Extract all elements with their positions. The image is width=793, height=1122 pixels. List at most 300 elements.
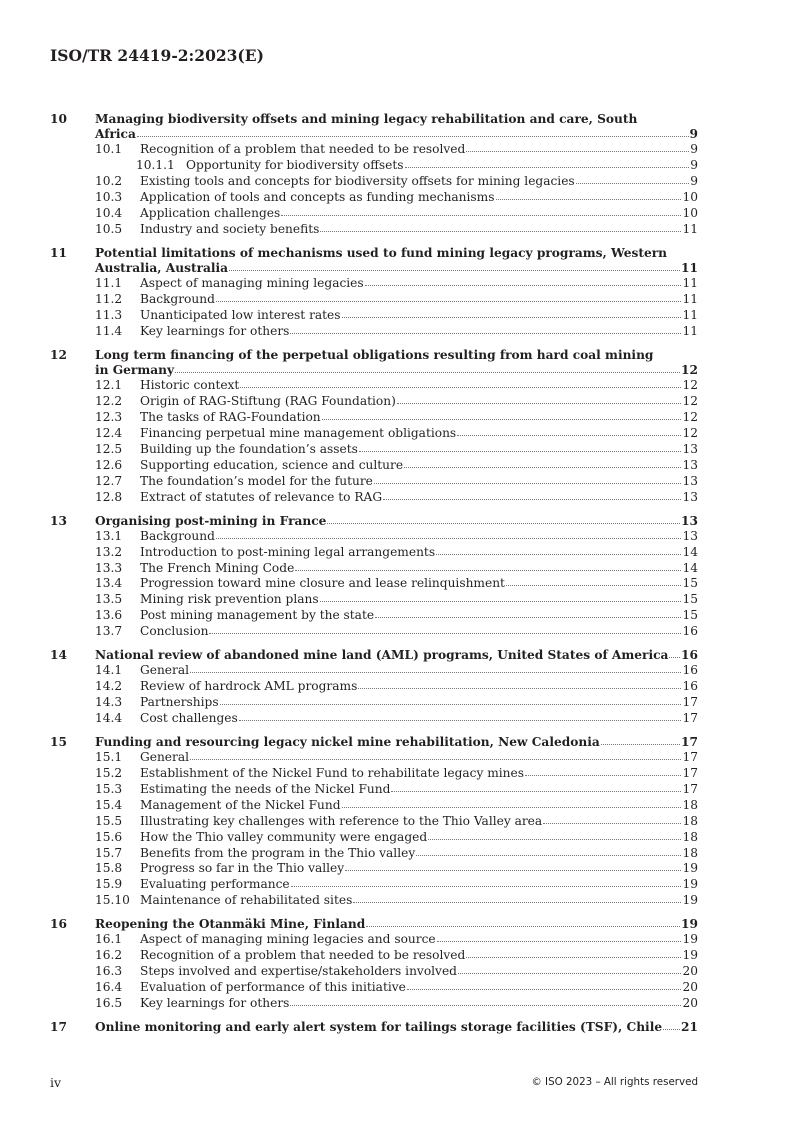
toc-subclause-title[interactable]: General — [140, 750, 189, 765]
toc-subclause-number: 16.1 — [95, 932, 123, 947]
toc-clause-number: 10 — [50, 112, 67, 126]
toc-subclause-title[interactable]: Mining risk prevention plans — [140, 592, 319, 607]
toc-subclause-number: 12.4 — [95, 426, 123, 440]
toc-clause-page-number[interactable]: 11 — [681, 261, 698, 276]
toc-subclause-number: 13.1 — [95, 528, 123, 543]
toc-subclause-number: 13.3 — [95, 560, 123, 575]
toc-subclause-number: 13.7 — [95, 624, 123, 639]
dot-leader — [353, 902, 681, 903]
toc-subclause-number: 16.2 — [95, 948, 123, 963]
toc-subclause-number: 13.2 — [95, 544, 123, 559]
toc-subclause-line — [140, 206, 698, 222]
toc-subclause-page-number[interactable]: 9 — [690, 142, 698, 157]
document-id: ISO/TR 24419-2:2023(E) — [50, 46, 264, 65]
toc-subclause-line — [140, 711, 698, 727]
dot-leader — [576, 183, 690, 184]
toc-subclause[interactable] — [50, 426, 698, 442]
dot-leader — [322, 419, 682, 420]
toc-subclause[interactable] — [50, 378, 698, 394]
toc-subclause[interactable] — [50, 190, 698, 206]
toc-subclause[interactable] — [50, 474, 698, 490]
toc-subclause-title[interactable]: Historic context — [140, 378, 240, 393]
toc-clause-line — [95, 127, 698, 142]
toc-subclause-line — [140, 394, 698, 410]
toc-subclause-page-number[interactable]: 13 — [682, 457, 698, 472]
dot-leader — [391, 791, 681, 792]
toc-subclause[interactable] — [50, 490, 698, 506]
dot-leader — [428, 839, 681, 840]
toc-subclause-title[interactable]: Estimating the needs of the Nickel Fund — [140, 781, 391, 796]
page-number: iv — [50, 1075, 62, 1090]
toc-clause-number: 11 — [50, 245, 67, 260]
toc-subclause-title[interactable]: Unanticipated low interest rates — [140, 308, 341, 323]
toc-clause-title-block — [95, 917, 698, 932]
dot-leader — [397, 403, 682, 404]
toc-subclause[interactable] — [50, 766, 698, 782]
toc-subclause-title[interactable]: Illustrating key challenges with reference to the Thio Valley area — [140, 813, 543, 828]
toc-subclause-title[interactable]: Building up the foundation’s assets — [140, 441, 358, 456]
toc-clause-line — [95, 1020, 698, 1035]
toc-subclause-line — [140, 529, 698, 545]
toc-subclause[interactable] — [50, 893, 698, 909]
toc-subclause-line — [140, 190, 698, 206]
toc-subclause-page-number[interactable]: 9 — [690, 158, 698, 173]
toc-subclause-page-number[interactable]: 19 — [682, 877, 698, 892]
toc-clause-number: 16 — [50, 917, 67, 932]
toc-subclause-number: 15.8 — [95, 861, 123, 876]
toc-subclause-title[interactable]: Recognition of a problem that needed to be resolved — [140, 142, 466, 157]
toc-clause-page-number[interactable]: 19 — [681, 917, 698, 932]
toc-subclause[interactable] — [50, 561, 698, 577]
toc-subclause[interactable] — [50, 877, 698, 893]
toc-subclause-line — [140, 964, 698, 980]
toc-subclause-line — [140, 174, 698, 190]
toc-subclause-number: 15.4 — [95, 797, 123, 812]
toc-clause-16 — [50, 917, 698, 1012]
dot-leader — [437, 941, 682, 942]
toc-subclause-line — [140, 608, 698, 624]
toc-subclause-title[interactable]: Steps involved and expertise/stakeholders involved — [140, 964, 457, 979]
toc-subclause-number: 16.4 — [95, 980, 123, 995]
dot-leader — [436, 554, 681, 555]
toc-subclause-title[interactable]: The French Mining Code — [140, 560, 295, 575]
toc-clause-heading[interactable] — [50, 917, 698, 932]
toc-subclause-title[interactable]: Background — [140, 292, 215, 307]
toc-subclause-title[interactable]: Evaluating performance — [140, 877, 290, 892]
toc-clause-17 — [50, 1020, 698, 1035]
dot-leader — [345, 870, 681, 871]
toc-subclause-page-number[interactable]: 18 — [682, 813, 698, 828]
toc-subclause-number: 15.3 — [95, 781, 123, 796]
toc-subclause-page-number[interactable]: 11 — [682, 276, 698, 291]
toc-subclause-number: 15.1 — [95, 750, 123, 765]
toc-subclause-line — [140, 980, 698, 996]
toc-subclause-line — [140, 766, 698, 782]
toc-clause-number: 12 — [50, 347, 67, 362]
toc-clause-number: 15 — [50, 734, 67, 749]
toc-subclause-page-number[interactable]: 11 — [682, 221, 698, 236]
toc-clause-title[interactable]: Online monitoring and early alert system for tailings storage facilities (TSF), Chile — [95, 1019, 663, 1034]
copyright-notice: © ISO 2023 – All rights reserved — [531, 1076, 698, 1088]
toc-subclause-page-number[interactable]: 17 — [682, 766, 698, 781]
toc-subclause-page-number[interactable]: 17 — [682, 695, 698, 710]
toc-subclause-number: 15.6 — [95, 829, 123, 844]
toc-subclause-line — [140, 750, 698, 766]
toc-subclause[interactable] — [50, 695, 698, 711]
toc-subclause-page-number[interactable]: 10 — [682, 190, 698, 205]
toc-subclause-line — [186, 158, 698, 174]
dot-leader — [137, 136, 689, 137]
toc-subclause-title[interactable]: Introduction to post-mining legal arrangements — [140, 544, 436, 559]
toc-subclause-title[interactable]: Recognition of a problem that needed to be resolved — [140, 948, 466, 963]
toc-subclause-page-number[interactable]: 19 — [682, 893, 698, 908]
toc-subclause-title[interactable]: Conclusion — [140, 624, 209, 639]
dot-leader — [239, 720, 682, 721]
toc-subclause-number: 12.8 — [95, 489, 123, 504]
toc-subclause-page-number[interactable]: 13 — [682, 473, 698, 488]
toc-subclause-line — [140, 426, 698, 442]
toc-subclause-title[interactable]: Key learnings for others — [140, 323, 290, 338]
toc-subclause-line — [140, 308, 698, 324]
toc-subclause-title[interactable]: Background — [140, 528, 215, 543]
toc-subclause[interactable] — [50, 410, 698, 426]
toc-subclause-page-number[interactable]: 15 — [682, 576, 698, 591]
toc-subclause-line — [140, 545, 698, 561]
dot-leader — [457, 435, 681, 436]
toc-clause-15 — [50, 735, 698, 909]
toc-clause-10 — [50, 112, 698, 238]
toc-clause-heading[interactable] — [50, 1020, 698, 1035]
toc-subclause-line — [140, 948, 698, 964]
dot-leader — [375, 617, 681, 618]
toc-subclause-page-number[interactable]: 18 — [682, 797, 698, 812]
toc-subclause-line — [140, 474, 698, 490]
toc-subclause[interactable] — [50, 592, 698, 608]
toc-subclause-number: 14.1 — [95, 663, 123, 678]
dot-leader — [290, 1005, 681, 1006]
toc-subclause[interactable] — [50, 624, 698, 640]
toc-subclause-line — [140, 861, 698, 877]
toc-subclause-line — [140, 996, 698, 1012]
dot-leader — [416, 855, 681, 856]
toc-subclause[interactable] — [50, 830, 698, 846]
toc-subclause-page-number[interactable]: 16 — [682, 624, 698, 639]
toc-subclause-page-number[interactable]: 11 — [682, 308, 698, 323]
toc-subclause-page-number[interactable]: 16 — [682, 679, 698, 694]
toc-subclause-title[interactable]: Progress so far in the Thio valley — [140, 861, 345, 876]
toc-subclause-number: 15.5 — [95, 813, 123, 828]
dot-leader — [407, 989, 682, 990]
toc-subclause[interactable] — [50, 948, 698, 964]
toc-subclause[interactable] — [50, 798, 698, 814]
toc-subclause-line — [140, 592, 698, 608]
dot-leader — [405, 167, 690, 168]
toc-subclause-title[interactable]: Opportunity for biodiversity offsets — [186, 158, 404, 173]
toc-subclause-number: 12.3 — [95, 410, 123, 425]
toc-clause-page-number[interactable]: 13 — [681, 513, 698, 528]
toc-subclause[interactable] — [50, 711, 698, 727]
toc-subclause-page-number[interactable]: 20 — [682, 980, 698, 995]
toc-subclause-title[interactable]: Progression toward mine closure and lease relinquishment — [140, 576, 505, 591]
table-of-contents — [50, 112, 698, 1035]
toc-clause-title[interactable]: Australia, Australia — [95, 261, 229, 276]
toc-clause-page-number[interactable]: 16 — [681, 648, 698, 663]
toc-subclause-title[interactable]: Application challenges — [140, 206, 281, 221]
toc-subclause[interactable] — [50, 750, 698, 766]
toc-subclause-number: 15.7 — [95, 845, 123, 860]
toc-clause-line — [95, 514, 698, 529]
toc-subclause-page-number[interactable]: 10 — [682, 206, 698, 221]
toc-subclause-line — [140, 695, 698, 711]
toc-subclause-number: 11.1 — [95, 276, 123, 291]
toc-subclause-line — [140, 292, 698, 308]
toc-subclause-number: 14.2 — [95, 679, 123, 694]
toc-clause-title[interactable]: Funding and resourcing legacy nickel mine rehabilitation, New Caledonia — [95, 734, 600, 749]
toc-clause-page-number[interactable]: 12 — [681, 363, 698, 378]
dot-leader — [506, 585, 682, 586]
toc-clause-page-number[interactable]: 17 — [681, 734, 698, 749]
toc-subclause-page-number[interactable]: 18 — [682, 845, 698, 860]
toc-subclause-page-number[interactable]: 12 — [682, 410, 698, 425]
toc-clause-heading[interactable] — [50, 246, 698, 276]
toc-subclause-title[interactable]: Key learnings for others — [140, 996, 290, 1010]
dot-leader — [458, 973, 682, 974]
toc-subclause-title[interactable]: Partnerships — [140, 695, 219, 710]
toc-clause-title-block — [95, 514, 698, 529]
toc-clause-heading[interactable] — [50, 735, 698, 750]
dot-leader — [466, 151, 689, 152]
toc-subclause-page-number[interactable]: 9 — [690, 174, 698, 189]
dot-leader — [525, 775, 681, 776]
dot-leader — [295, 570, 681, 571]
toc-subclause-title[interactable]: The foundation’s model for the future — [140, 473, 373, 488]
toc-clause-title[interactable]: Long term financing of the perpetual obligations resulting from hard coal mining — [95, 347, 654, 362]
toc-subclause-title[interactable]: Aspect of managing mining legacies and source — [140, 932, 436, 947]
toc-subclause[interactable] — [50, 964, 698, 980]
toc-subclause-line — [140, 798, 698, 814]
toc-subclause-title[interactable]: Establishment of the Nickel Fund to rehabilitate legacy mines — [140, 766, 524, 781]
toc-subclause-title[interactable]: Application of tools and concepts as funding mechanisms — [140, 190, 495, 205]
toc-subclause-title[interactable]: Financing perpetual mine management obligations — [140, 426, 457, 440]
toc-subclause-line — [140, 442, 698, 458]
toc-subclause[interactable] — [50, 996, 698, 1012]
toc-subclause-title[interactable]: Post mining management by the state — [140, 608, 375, 623]
toc-subclause-number: 14.4 — [95, 711, 123, 725]
toc-subclause[interactable] — [50, 442, 698, 458]
toc-subclause-title[interactable]: Management of the Nickel Fund — [140, 797, 341, 812]
toc-clause-heading[interactable] — [50, 112, 698, 142]
toc-clause-heading[interactable] — [50, 648, 698, 663]
toc-clause-page-number[interactable]: 9 — [689, 127, 698, 142]
toc-clause-title[interactable]: Africa — [95, 127, 136, 142]
dot-leader — [669, 657, 680, 658]
dot-leader — [663, 1029, 680, 1030]
toc-subclause[interactable] — [50, 394, 698, 410]
dot-leader — [466, 957, 681, 958]
dot-leader — [342, 807, 682, 808]
toc-subclause[interactable] — [50, 276, 698, 292]
toc-subclause-line — [140, 490, 698, 506]
dot-leader — [281, 215, 681, 216]
dot-leader — [383, 499, 681, 500]
toc-clause-title-block — [95, 735, 698, 750]
dot-leader — [365, 285, 682, 286]
toc-subclause-title[interactable]: General — [140, 663, 189, 678]
toc-subclause[interactable] — [50, 324, 698, 340]
toc-clause-title[interactable]: Potential limitations of mechanisms used to fund mining legacy programs, Western — [95, 245, 667, 260]
toc-subclause-number: 12.1 — [95, 378, 123, 393]
toc-subclause-title[interactable]: Existing tools and concepts for biodiversity offsets for mining legacies — [140, 174, 575, 189]
toc-subclause-page-number[interactable]: 12 — [682, 378, 698, 393]
toc-subclause-title[interactable]: Benefits from the program in the Thio valley — [140, 845, 416, 860]
toc-subclause-page-number[interactable]: 19 — [682, 932, 698, 947]
toc-subclause-title[interactable]: Maintenance of rehabilitated sites — [140, 893, 353, 908]
toc-subclause-page-number[interactable]: 17 — [682, 711, 698, 725]
dot-leader — [220, 704, 682, 705]
toc-subclause[interactable] — [50, 663, 698, 679]
toc-subclause[interactable] — [50, 846, 698, 862]
toc-subclause[interactable] — [50, 458, 698, 474]
toc-subclause-line — [140, 814, 698, 830]
toc-subclause-page-number[interactable]: 17 — [682, 781, 698, 796]
toc-subclause-line — [140, 142, 698, 158]
dot-leader — [320, 231, 681, 232]
toc-subclause[interactable] — [50, 158, 698, 174]
toc-clause-title[interactable]: in Germany — [95, 363, 175, 378]
toc-subclause[interactable] — [50, 174, 698, 190]
dot-leader — [496, 199, 682, 200]
toc-subclause-title[interactable]: Cost challenges — [140, 711, 238, 725]
toc-subclause-number: 15.2 — [95, 766, 123, 781]
toc-subclause-number: 15.10 — [95, 893, 130, 908]
toc-subclause-page-number[interactable]: 11 — [682, 323, 698, 338]
toc-subclause-line — [140, 877, 698, 893]
toc-subclause-number: 12.7 — [95, 473, 123, 488]
toc-subclause-line — [140, 324, 698, 340]
toc-clause-title-block — [95, 348, 698, 378]
toc-subclause[interactable] — [50, 292, 698, 308]
toc-subclause[interactable] — [50, 222, 698, 238]
toc-subclause[interactable] — [50, 308, 698, 324]
toc-subclause-line — [140, 932, 698, 948]
toc-subclause-number: 15.9 — [95, 877, 123, 892]
toc-clause-14 — [50, 648, 698, 727]
toc-subclause-title[interactable]: Origin of RAG-Stiftung (RAG Foundation) — [140, 394, 396, 409]
toc-subclause-page-number[interactable]: 13 — [682, 441, 698, 456]
toc-subclause[interactable] — [50, 932, 698, 948]
toc-clause-title[interactable]: Reopening the Otanmäki Mine, Finland — [95, 917, 366, 932]
toc-subclause-title[interactable]: Review of hardrock AML programs — [140, 679, 358, 694]
toc-clause-line — [95, 363, 698, 378]
toc-subclause-page-number[interactable]: 12 — [682, 394, 698, 409]
toc-subclause-line — [140, 410, 698, 426]
toc-subclause-number: 16.5 — [95, 996, 123, 1010]
toc-subclause[interactable] — [50, 782, 698, 798]
dot-leader — [374, 483, 682, 484]
toc-subclause-title[interactable]: Industry and society benefits — [140, 221, 320, 236]
toc-subclause-page-number[interactable]: 18 — [682, 829, 698, 844]
toc-subclause[interactable] — [50, 679, 698, 695]
toc-subclause[interactable] — [50, 545, 698, 561]
toc-subclause-title[interactable]: How the Thio valley community were engaged — [140, 829, 428, 844]
toc-subclause-number: 13.6 — [95, 608, 123, 623]
toc-clause-number: 17 — [50, 1019, 67, 1034]
toc-clause-title[interactable]: Managing biodiversity offsets and mining legacy rehabilitation and care, South — [95, 112, 638, 126]
toc-clause-line — [95, 917, 698, 932]
toc-subclause-number: 12.6 — [95, 457, 123, 472]
toc-subclause-number: 10.4 — [95, 206, 123, 221]
toc-subclause-title[interactable]: Evaluation of performance of this initiative — [140, 980, 406, 995]
toc-subclause-page-number[interactable]: 17 — [682, 750, 698, 765]
toc-subclause[interactable] — [50, 980, 698, 996]
toc-clause-heading[interactable] — [50, 514, 698, 529]
toc-subclause-page-number[interactable]: 19 — [682, 861, 698, 876]
toc-clause-heading[interactable] — [50, 348, 698, 378]
dot-leader — [216, 538, 682, 539]
toc-clause-line — [95, 735, 698, 750]
toc-clause-title[interactable]: National review of abandoned mine land (AML) programs, United States of America — [95, 648, 669, 663]
toc-subclause[interactable] — [50, 861, 698, 877]
toc-subclause-line — [140, 782, 698, 798]
dot-leader — [327, 523, 680, 524]
toc-subclause[interactable] — [50, 529, 698, 545]
dot-leader — [543, 823, 681, 824]
toc-subclause-title[interactable]: Supporting education, science and culture — [140, 457, 404, 472]
toc-subclause-page-number[interactable]: 15 — [682, 608, 698, 623]
dot-leader — [229, 270, 680, 271]
toc-subclause-page-number[interactable]: 19 — [682, 948, 698, 963]
toc-subclause-number: 10.5 — [95, 221, 123, 236]
dot-leader — [342, 317, 682, 318]
toc-clause-page-number[interactable]: 21 — [681, 1019, 698, 1034]
toc-subclause-title[interactable]: Aspect of managing mining legacies — [140, 276, 364, 291]
dot-leader — [190, 672, 681, 673]
toc-subclause-number: 10.3 — [95, 190, 123, 205]
toc-subclause-page-number[interactable]: 20 — [682, 964, 698, 979]
toc-subclause[interactable] — [50, 814, 698, 830]
toc-subclause-page-number[interactable]: 15 — [682, 592, 698, 607]
toc-subclause-page-number[interactable]: 13 — [682, 489, 698, 504]
toc-subclause-line — [140, 663, 698, 679]
toc-clause-11 — [50, 246, 698, 340]
toc-subclause-number: 11.3 — [95, 308, 123, 323]
toc-subclause-title[interactable]: The tasks of RAG-Foundation — [140, 410, 321, 425]
toc-clause-line — [95, 261, 698, 276]
toc-clause-title[interactable]: Organising post-mining in France — [95, 513, 327, 528]
toc-subclause-line — [140, 276, 698, 292]
toc-subclause-page-number[interactable]: 13 — [682, 528, 698, 543]
toc-clause-line — [95, 648, 698, 663]
toc-subclause-title[interactable]: Extract of statutes of relevance to RAG — [140, 489, 383, 504]
dot-leader — [190, 759, 681, 760]
toc-subclause-page-number[interactable]: 14 — [682, 560, 698, 575]
toc-subclause-page-number[interactable]: 11 — [682, 292, 698, 307]
toc-subclause-page-number[interactable]: 16 — [682, 663, 698, 678]
toc-subclause-line — [140, 624, 698, 640]
toc-subclause[interactable] — [50, 608, 698, 624]
toc-subclause-line — [140, 846, 698, 862]
toc-subclause[interactable] — [50, 576, 698, 592]
toc-subclause-page-number[interactable]: 20 — [682, 996, 698, 1010]
toc-clause-number: 14 — [50, 648, 67, 663]
toc-subclause-page-number[interactable]: 12 — [682, 426, 698, 440]
toc-subclause[interactable] — [50, 206, 698, 222]
toc-subclause-line — [140, 576, 698, 592]
dot-leader — [175, 372, 680, 373]
toc-subclause[interactable] — [50, 142, 698, 158]
dot-leader — [240, 387, 681, 388]
toc-subclause-page-number[interactable]: 14 — [682, 544, 698, 559]
